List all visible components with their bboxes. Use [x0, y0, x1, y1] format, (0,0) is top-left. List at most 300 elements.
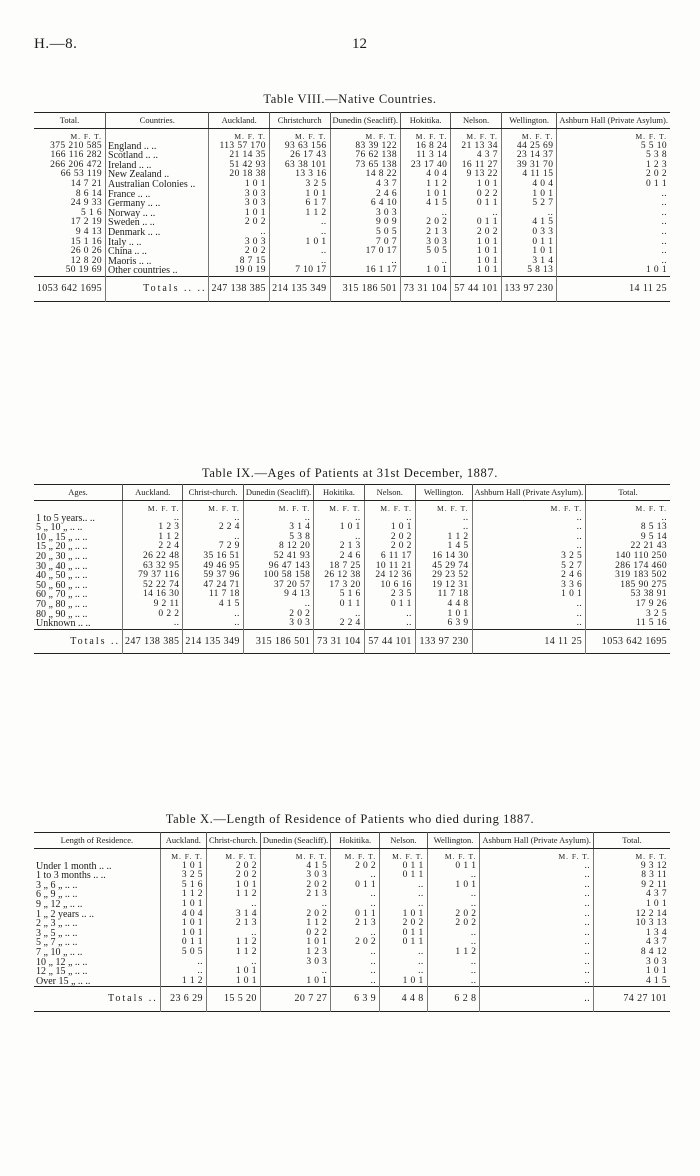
row-cell: 1 1 2: [269, 209, 330, 219]
row-cell: ..: [160, 967, 206, 977]
row-cell: 3 0 3: [209, 238, 269, 248]
row-cell: ..: [380, 967, 428, 977]
t10-column-header: Total.: [594, 833, 670, 849]
row-cell: 1 1 2: [206, 890, 260, 900]
row-cell: 1 0 1: [380, 910, 428, 920]
t8-column-header: Dunedin (Seacliff).: [330, 113, 400, 129]
row-cell: ..: [364, 514, 415, 524]
row-cell: 1 2 3: [123, 523, 183, 533]
row-cell: 0 1 1: [380, 871, 428, 881]
row-cell: 7 2 9: [183, 542, 243, 552]
row-cell: 73 65 138: [330, 161, 400, 171]
totals-row: [34, 629, 670, 654]
row-cell: 113 57 170: [209, 142, 269, 152]
row-cell: ..: [331, 871, 380, 881]
t9-subheader: M. F. T.: [183, 501, 243, 514]
row-cell: 2 0 2: [364, 542, 415, 552]
row-cell: 12 2 14: [594, 910, 670, 920]
row-cell: 2 0 2: [451, 228, 502, 238]
row-cell: 2 0 2: [557, 170, 670, 180]
t9-subheader: M. F. T.: [415, 501, 472, 514]
row-cell: 9 4 13: [243, 590, 313, 600]
row-cell: 11 7 18: [183, 590, 243, 600]
table-native-countries: [34, 112, 670, 302]
row-label: 30 „ 40 „ .. ..: [36, 560, 88, 572]
t8-column-header: Wellington.: [501, 113, 556, 129]
row-cell: ..: [400, 209, 450, 219]
row-cell: ..: [314, 533, 364, 543]
row-cell: ..: [206, 958, 260, 968]
row-cell: 1 0 1: [314, 523, 364, 533]
row-cell: 1 0 1: [209, 180, 269, 190]
row-cell: 47 24 71: [183, 581, 243, 591]
row-cell: 0 2 2: [123, 610, 183, 620]
row-cell: 2 1 3: [400, 228, 450, 238]
row-cell: 3 2 5: [586, 610, 670, 620]
row-label: New Zealand ..: [106, 170, 209, 180]
row-cell: 1 1 2: [160, 977, 206, 987]
row-cell: 6 3 9: [415, 619, 472, 629]
row-cell: 3 0 3: [594, 958, 670, 968]
row-cell: 0 1 1: [380, 929, 428, 939]
row-cell: 1 0 1: [269, 190, 330, 200]
t9-column-header: Nelson.: [364, 485, 415, 501]
row-cell: 1 0 1: [427, 881, 480, 891]
row-cell: 16 1 17: [330, 266, 400, 276]
row-cell: ..: [427, 938, 480, 948]
row-cell: 1 0 1: [364, 523, 415, 533]
row-cell: 63 38 101: [269, 161, 330, 171]
totals-cell: 6 3 9: [331, 987, 380, 1012]
row-label: 6 „ 9 „ .. ..: [36, 889, 78, 901]
row-cell: 2 0 2: [209, 247, 269, 257]
totals-cell: 14 11 25: [472, 629, 586, 654]
row-cell: 0 2 2: [260, 929, 330, 939]
totals-row: [34, 276, 670, 301]
totals-cell: 214 135 349: [183, 629, 243, 654]
row-cell: 0 1 1: [427, 862, 480, 872]
row-cell: ..: [206, 929, 260, 939]
row-cell: 3 2 5: [160, 871, 206, 881]
row-cell: 1 0 1: [260, 977, 330, 987]
totals-cell: 6 2 8: [427, 987, 480, 1012]
t10-column-header: Ashburn Hall (Private Asylum).: [480, 833, 594, 849]
row-cell: 12 8 20: [70, 255, 103, 266]
row-cell: ..: [557, 209, 670, 219]
t10-column-header: Auckland.: [160, 833, 206, 849]
row-cell: ..: [331, 977, 380, 987]
t10-subheader: M. F. T.: [206, 849, 260, 862]
row-cell: ..: [427, 967, 480, 977]
t8-column-header: Hokitika.: [400, 113, 450, 129]
row-cell: 9 0 9: [330, 218, 400, 228]
row-cell: 4 3 7: [330, 180, 400, 190]
row-label: France .. ..: [106, 190, 209, 200]
table-row: [34, 958, 670, 968]
row-cell: 1 1 2: [206, 938, 260, 948]
totals-cell: 247 138 385: [123, 629, 183, 654]
row-cell: ..: [472, 610, 586, 620]
totals-cell: 133 97 230: [415, 629, 472, 654]
row-cell: 63 32 95: [123, 562, 183, 572]
table-row: [34, 919, 670, 929]
row-cell: ..: [330, 257, 400, 267]
totals-cell: 73 31 104: [400, 276, 450, 301]
row-label: 10 „ 12 „ .. ..: [36, 956, 88, 968]
row-cell: 4 3 7: [594, 938, 670, 948]
t9-column-header: Auckland.: [123, 485, 183, 501]
row-cell: ..: [269, 228, 330, 238]
row-cell: 0 2 2: [451, 190, 502, 200]
row-cell: 9 3 12: [594, 862, 670, 872]
row-label: Scotland .. ..: [106, 151, 209, 161]
row-cell: 6 4 10: [330, 199, 400, 209]
row-cell: 1 0 1: [206, 967, 260, 977]
row-cell: 4 0 4: [160, 910, 206, 920]
row-cell: 2 2 4: [314, 619, 364, 629]
row-cell: 5 1 6: [314, 590, 364, 600]
row-cell: 26 12 38: [314, 571, 364, 581]
row-cell: ..: [243, 600, 313, 610]
row-cell: 10 6 16: [364, 581, 415, 591]
row-cell: 6 11 17: [364, 552, 415, 562]
row-cell: ..: [331, 890, 380, 900]
t10-subheader: M. F. T.: [160, 849, 206, 862]
row-cell: 1 0 1: [380, 977, 428, 987]
row-cell: 49 46 95: [183, 562, 243, 572]
row-label: 3 „ 5 „ .. ..: [36, 927, 78, 939]
row-cell: ..: [480, 977, 594, 987]
t10-subheader: M. F. T.: [380, 849, 428, 862]
t10-column-header: Dunedin (Seacliff).: [260, 833, 330, 849]
row-cell: ..: [183, 619, 243, 629]
row-cell: 1 0 1: [206, 977, 260, 987]
row-cell: ..: [331, 900, 380, 910]
row-cell: 0 1 1: [364, 600, 415, 610]
row-cell: ..: [380, 948, 428, 958]
row-cell: ..: [380, 890, 428, 900]
row-cell: 100 58 158: [243, 571, 313, 581]
row-cell: 8 6 14: [75, 188, 103, 199]
row-cell: 1 0 1: [400, 190, 450, 200]
t8-column-header: Auckland.: [209, 113, 269, 129]
row-cell: 1 0 1: [451, 238, 502, 248]
row-cell: 2 0 2: [427, 919, 480, 929]
row-label: Germany .. ..: [106, 199, 209, 209]
row-cell: 24 9 33: [70, 198, 103, 209]
row-cell: 4 11 15: [501, 170, 556, 180]
totals-cell: ..: [480, 987, 594, 1012]
row-cell: 24 12 36: [364, 571, 415, 581]
row-cell: 9 2 11: [123, 600, 183, 610]
row-cell: 21 13 34: [451, 142, 502, 152]
row-cell: 3 0 3: [243, 619, 313, 629]
row-cell: 14 7 21: [70, 178, 103, 189]
row-cell: 5 2 7: [472, 562, 586, 572]
t10-column-header: Christ-church.: [206, 833, 260, 849]
table-row: [34, 910, 670, 920]
row-cell: 8 4 12: [594, 948, 670, 958]
row-cell: ..: [331, 967, 380, 977]
row-cell: ..: [209, 228, 269, 238]
row-cell: 59 37 96: [183, 571, 243, 581]
totals-cell: 214 135 349: [269, 276, 330, 301]
row-cell: 93 63 156: [269, 142, 330, 152]
row-cell: 266 206 472: [50, 159, 103, 170]
row-cell: ..: [183, 533, 243, 543]
row-cell: 0 1 1: [380, 938, 428, 948]
totals-label: Totals .. ..: [106, 276, 209, 301]
row-cell: 3 0 3: [400, 238, 450, 248]
row-cell: 45 29 74: [415, 562, 472, 572]
row-cell: ..: [451, 209, 502, 219]
t8-subheader: M. F. T.: [557, 129, 670, 142]
row-cell: 66 53 119: [60, 169, 103, 180]
row-label: 1 to 3 months .. ..: [36, 870, 106, 882]
totals-cell: 133 97 230: [501, 276, 556, 301]
row-cell: ..: [364, 610, 415, 620]
table-row: [34, 619, 670, 629]
totals-cell: 1053 642 1695: [34, 276, 106, 301]
totals-cell: 315 186 501: [243, 629, 313, 654]
t9-subheader: M. F. T.: [472, 501, 586, 514]
t9-column-header: Ages.: [34, 485, 123, 501]
row-cell: 8 5 13: [586, 523, 670, 533]
row-cell: ..: [472, 542, 586, 552]
row-cell: 0 1 1: [451, 199, 502, 209]
row-cell: 4 0 4: [501, 180, 556, 190]
row-cell: 83 39 122: [330, 142, 400, 152]
row-cell: ..: [427, 890, 480, 900]
table-row: [34, 862, 670, 872]
row-cell: 5 0 5: [330, 228, 400, 238]
row-cell: 39 31 70: [501, 161, 556, 171]
row-label: 5 „ 7 „ .. ..: [36, 937, 78, 949]
row-cell: 10 11 21: [364, 562, 415, 572]
table-10-title: Table X.—Length of Residence of Patients who died during 1887.: [165, 812, 535, 826]
table-row: [34, 948, 670, 958]
row-cell: 11 7 18: [415, 590, 472, 600]
row-cell: 1 0 1: [415, 610, 472, 620]
row-label: 1 „ 2 years .. ..: [36, 908, 95, 920]
row-cell: 5 1 6: [160, 881, 206, 891]
row-label: 80 „ 90 „ .. ..: [36, 608, 88, 620]
row-cell: 22 21 43: [586, 542, 670, 552]
row-cell: ..: [472, 523, 586, 533]
row-cell: 3 1 4: [243, 523, 313, 533]
row-cell: 3 0 3: [260, 871, 330, 881]
row-cell: 51 42 93: [209, 161, 269, 171]
totals-label: Totals ..: [34, 987, 160, 1012]
t8-subheader: M. F. T.: [451, 129, 502, 142]
row-cell: 2 1 3: [260, 890, 330, 900]
row-cell: 2 0 2: [364, 533, 415, 543]
row-cell: 375 210 585: [50, 140, 103, 151]
row-cell: ..: [501, 209, 556, 219]
row-cell: 0 1 1: [380, 862, 428, 872]
row-cell: 1 1 2: [427, 948, 480, 958]
row-label: China .. ..: [106, 247, 209, 257]
t10-subheader: M. F. T.: [331, 849, 380, 862]
row-cell: 319 183 502: [586, 571, 670, 581]
totals-cell: 14 11 25: [557, 276, 670, 301]
row-cell: 19 0 19: [209, 266, 269, 276]
row-cell: ..: [586, 514, 670, 524]
row-cell: 11 5 16: [586, 619, 670, 629]
t8-subheader: M. F. T.: [400, 129, 450, 142]
row-cell: 3 2 5: [472, 552, 586, 562]
row-cell: ..: [472, 533, 586, 543]
row-cell: 21 14 35: [209, 151, 269, 161]
row-cell: 2 0 2: [260, 910, 330, 920]
totals-cell: 20 7 27: [260, 987, 330, 1012]
t8-subheader: M. F. T.: [209, 129, 269, 142]
row-cell: 2 1 3: [331, 919, 380, 929]
row-cell: 17 2 19: [70, 217, 103, 228]
row-cell: ..: [480, 919, 594, 929]
row-cell: 4 3 7: [594, 890, 670, 900]
table-row: [34, 929, 670, 939]
row-cell: 2 4 6: [472, 571, 586, 581]
row-cell: 1 0 1: [160, 862, 206, 872]
row-cell: 11 3 14: [400, 151, 450, 161]
totals-cell: 57 44 101: [364, 629, 415, 654]
row-cell: 9 5 14: [586, 533, 670, 543]
row-cell: 1 0 1: [160, 929, 206, 939]
table-row: [34, 523, 670, 533]
row-cell: 76 62 138: [330, 151, 400, 161]
page-header: [34, 36, 666, 56]
row-cell: 8 3 11: [594, 871, 670, 881]
row-cell: 2 2 4: [123, 542, 183, 552]
row-cell: 2 0 2: [427, 910, 480, 920]
t8-subheader: M. F. T.: [330, 129, 400, 142]
row-cell: 3 3 6: [472, 581, 586, 591]
row-cell: 16 11 27: [451, 161, 502, 171]
row-cell: 14 16 30: [123, 590, 183, 600]
row-label: 12 „ 15 „ .. ..: [36, 966, 88, 978]
row-cell: 3 0 3: [330, 209, 400, 219]
t10-column-header: Hokitika.: [331, 833, 380, 849]
t8-subheader: [106, 129, 209, 142]
t9-column-header: Ashburn Hall (Private Asylum).: [472, 485, 586, 501]
row-cell: 2 0 2: [209, 218, 269, 228]
row-label: Australian Colonies ..: [106, 180, 209, 190]
row-cell: 3 0 3: [209, 190, 269, 200]
row-cell: ..: [331, 948, 380, 958]
row-cell: 44 25 69: [501, 142, 556, 152]
row-cell: 1 0 1: [557, 266, 670, 276]
row-cell: 8 12 20: [243, 542, 313, 552]
row-cell: 0 1 1: [451, 218, 502, 228]
row-cell: 52 41 93: [243, 552, 313, 562]
t10-column-header: Length of Residence.: [34, 833, 160, 849]
row-cell: 4 0 4: [400, 170, 450, 180]
row-cell: 1 1 2: [400, 180, 450, 190]
row-cell: 4 1 5: [501, 218, 556, 228]
row-cell: ..: [557, 247, 670, 257]
row-cell: 5 0 5: [160, 948, 206, 958]
row-cell: 1 1 2: [260, 919, 330, 929]
totals-label: Totals ..: [34, 629, 123, 654]
row-cell: 8 7 15: [209, 257, 269, 267]
row-cell: ..: [269, 257, 330, 267]
row-cell: 9 2 11: [594, 881, 670, 891]
t9-subheader: M. F. T.: [586, 501, 670, 514]
totals-cell: 1053 642 1695: [586, 629, 670, 654]
row-cell: 0 1 1: [331, 881, 380, 891]
row-cell: 4 1 5: [400, 199, 450, 209]
row-cell: ..: [427, 871, 480, 881]
t10-subheader: M. F. T.: [480, 849, 594, 862]
row-label: 2 „ 3 „ .. ..: [36, 918, 78, 930]
row-cell: 18 7 25: [314, 562, 364, 572]
t8-column-header: Christchurch: [269, 113, 330, 129]
row-cell: 2 0 2: [206, 871, 260, 881]
row-cell: 1 0 1: [594, 967, 670, 977]
row-cell: 5 3 8: [557, 151, 670, 161]
t9-subheader: M. F. T.: [123, 501, 183, 514]
row-label: 70 „ 80 „ .. ..: [36, 598, 88, 610]
row-cell: ..: [314, 514, 364, 524]
row-cell: 4 1 5: [594, 977, 670, 987]
row-cell: 20 18 38: [209, 170, 269, 180]
row-cell: ..: [331, 958, 380, 968]
row-cell: ..: [427, 929, 480, 939]
row-cell: 15 1 16: [70, 236, 103, 247]
row-cell: 1 0 1: [206, 881, 260, 891]
row-cell: 2 3 5: [364, 590, 415, 600]
row-cell: ..: [557, 257, 670, 267]
row-cell: ..: [123, 619, 183, 629]
row-label: 9 „ 12 „ .. ..: [36, 898, 83, 910]
row-cell: 35 16 51: [183, 552, 243, 562]
row-cell: 1 0 1: [269, 238, 330, 248]
row-cell: 17 3 20: [314, 581, 364, 591]
row-cell: 166 116 282: [50, 150, 103, 161]
row-label: 40 „ 50 „ .. ..: [36, 570, 88, 582]
row-cell: 26 0 26: [70, 246, 103, 257]
document-reference: H.—8.: [34, 36, 78, 52]
t8-subheader: M. F. T.: [269, 129, 330, 142]
row-cell: 53 38 91: [586, 590, 670, 600]
row-cell: 0 3 3: [501, 228, 556, 238]
row-cell: 5 0 5: [400, 247, 450, 257]
row-cell: ..: [260, 900, 330, 910]
row-cell: 3 1 4: [501, 257, 556, 267]
row-label: Unknown .. ..: [36, 618, 91, 630]
row-cell: 10 3 13: [594, 919, 670, 929]
row-cell: ..: [557, 228, 670, 238]
t9-subheader: M. F. T.: [364, 501, 415, 514]
row-cell: 2 0 2: [260, 881, 330, 891]
row-cell: 1 1 2: [160, 890, 206, 900]
row-cell: 37 20 57: [243, 581, 313, 591]
row-cell: 79 37 116: [123, 571, 183, 581]
row-cell: ..: [427, 958, 480, 968]
row-cell: ..: [557, 218, 670, 228]
t8-column-header: Countries.: [106, 113, 209, 129]
row-cell: 16 14 30: [415, 552, 472, 562]
row-cell: 1 0 1: [472, 590, 586, 600]
totals-cell: 23 6 29: [160, 987, 206, 1012]
row-cell: ..: [269, 218, 330, 228]
row-cell: ..: [400, 257, 450, 267]
row-cell: 7 10 17: [269, 266, 330, 276]
t9-subheader: M. F. T.: [314, 501, 364, 514]
table-row: [34, 967, 670, 977]
t9-column-header: Dunedin (Seacliff).: [243, 485, 313, 501]
